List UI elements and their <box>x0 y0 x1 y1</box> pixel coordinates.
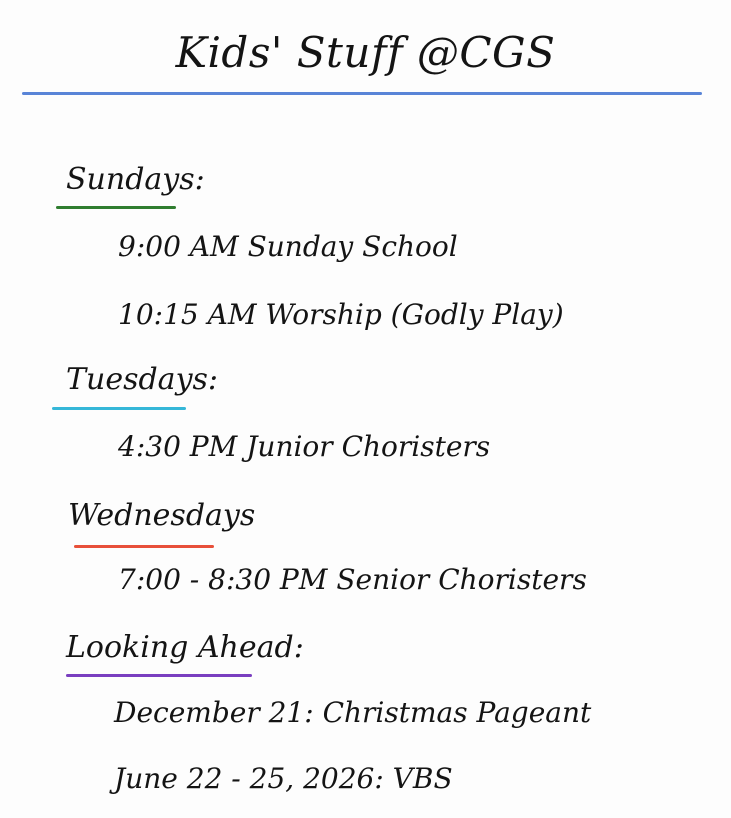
title-underline <box>22 92 702 95</box>
heading-tuesdays: Tuesdays: <box>66 362 219 397</box>
list-item: 10:15 AM Worship (Godly Play) <box>118 298 564 331</box>
heading-sundays: Sundays: <box>66 162 205 197</box>
tuesdays-underline <box>52 407 186 410</box>
list-item: 7:00 - 8:30 PM Senior Choristers <box>118 563 587 596</box>
list-item: 9:00 AM Sunday School <box>118 230 458 263</box>
list-item: June 22 - 25, 2026: VBS <box>114 762 453 795</box>
list-item: December 21: Christmas Pageant <box>114 696 592 729</box>
sundays-underline <box>56 206 176 209</box>
wednesdays-underline <box>74 545 214 548</box>
list-item: 4:30 PM Junior Choristers <box>118 430 491 463</box>
page-title: Kids' Stuff @CGS <box>175 28 556 77</box>
heading-wednesdays: Wednesdays <box>68 498 256 533</box>
heading-looking-ahead: Looking Ahead: <box>66 630 304 665</box>
looking-ahead-underline <box>66 674 252 677</box>
